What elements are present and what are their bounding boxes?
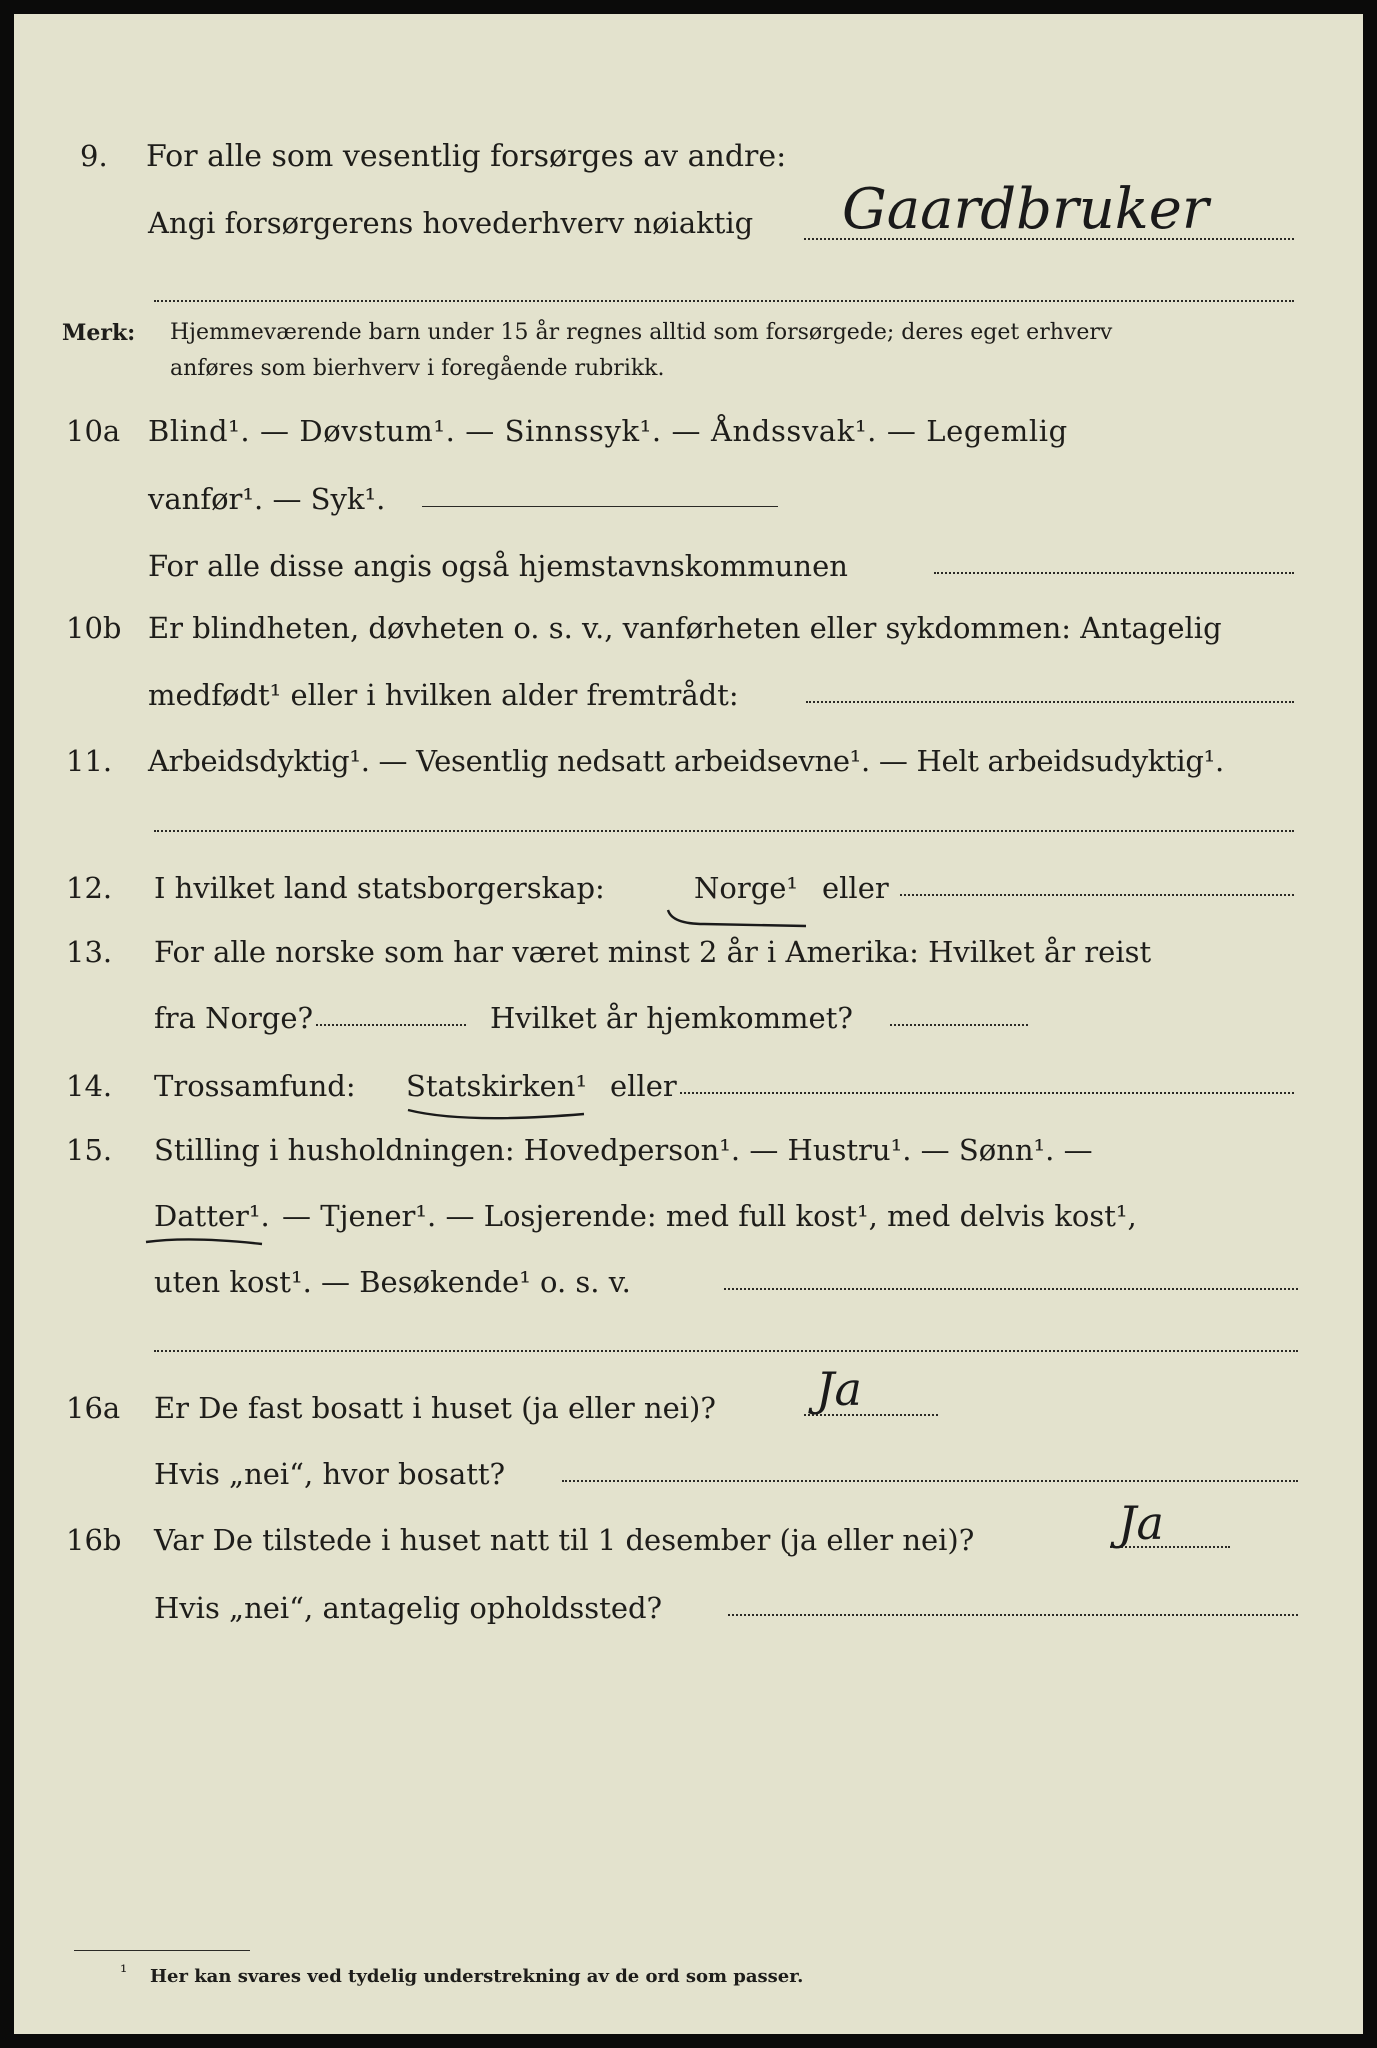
- q15-line3: uten kost¹. — Besøkende¹ o. s. v.: [154, 1265, 631, 1299]
- q15-line2a-datter: Datter¹.: [154, 1199, 270, 1233]
- q16a-bosatt-line: [562, 1480, 1298, 1482]
- q11-line1: Arbeidsdyktig¹. — Vesentlig nedsatt arbeidsevne¹. — Helt arbeidsudyktig¹.: [148, 744, 1224, 778]
- q15-line1: Stilling i husholdningen: Hovedperson¹. — Hustru¹. — Sønn¹. —: [154, 1133, 1093, 1167]
- q10a-syk-line: [422, 506, 778, 507]
- q14-choice-statskirken: Statskirken¹: [406, 1069, 588, 1103]
- q10a-line3: For alle disse angis også hjemstavnskommunen: [148, 549, 848, 583]
- q13-hjemkommet-line: [890, 1024, 1028, 1026]
- q16a-handwritten-answer: Ja: [816, 1362, 862, 1416]
- q16b-line2: Hvis „nei“, antagelig opholdssted?: [154, 1591, 663, 1625]
- q14-suffix: eller: [610, 1069, 677, 1103]
- q14-answer-line: [680, 1092, 1294, 1094]
- q9-handwritten-answer: Gaardbruker: [842, 177, 1209, 242]
- q11-number: 11.: [66, 744, 113, 778]
- q10b-line2: medfødt¹ eller i hvilken alder fremtrådt:: [148, 678, 739, 712]
- q10b-line1: Er blindheten, døvheten o. s. v., vanførheten eller sykdommen: Antagelig: [148, 611, 1222, 645]
- q16a-line2: Hvis „nei“, hvor bosatt?: [154, 1457, 506, 1491]
- q15-extra-line: [154, 1350, 1298, 1352]
- q16b-number: 16b: [66, 1523, 122, 1557]
- census-form-page: [14, 14, 1363, 2034]
- q14-prefix: Trossamfund:: [154, 1069, 356, 1103]
- q14-underline-mark: [404, 1100, 594, 1130]
- q10a-hjemstavn-line: [934, 572, 1294, 574]
- q12-answer-line: [900, 894, 1294, 896]
- q12-choice-norge: Norge¹: [694, 871, 799, 905]
- q10a-line2: vanfør¹. — Syk¹.: [148, 482, 386, 516]
- q10b-answer-line: [806, 701, 1294, 703]
- q16b-opholdssted-line: [728, 1614, 1298, 1616]
- q15-underline-mark: [140, 1230, 270, 1258]
- q10a-line1: Blind¹. — Døvstum¹. — Sinnssyk¹. — Åndssvak¹. — Legemlig: [148, 414, 1068, 448]
- q11-answer-line: [154, 830, 1294, 832]
- q12-underline-mark: [664, 904, 814, 934]
- q9-number: 9.: [80, 139, 108, 173]
- q12-number: 12.: [66, 871, 113, 905]
- q14-number: 14.: [66, 1069, 113, 1103]
- merk-line1: Hjemmeværende barn under 15 år regnes alltid som forsørgede; deres eget erhverv: [170, 320, 1113, 345]
- footnote-mark: ¹: [120, 1962, 128, 1983]
- q13-line2b: Hvilket år hjemkommet?: [490, 1001, 853, 1035]
- merk-label: Merk:: [62, 320, 136, 346]
- q16a-number: 16a: [66, 1391, 121, 1425]
- q15-number: 15.: [66, 1133, 113, 1167]
- q13-line2a: fra Norge?: [154, 1001, 314, 1035]
- footnote-rule: [74, 1950, 250, 1951]
- q15-line2b: — Tjener¹. — Losjerende: med full kost¹, med delvis kost¹,: [282, 1199, 1137, 1233]
- q13-reist-line: [316, 1024, 466, 1026]
- q13-line1: For alle norske som har været minst 2 år i Amerika: Hvilket år reist: [154, 935, 1152, 969]
- q9-extra-line: [154, 300, 1294, 302]
- q10b-number: 10b: [66, 611, 122, 645]
- q15-answer-line: [724, 1288, 1298, 1290]
- footnote-text: Her kan svares ved tydelig understrekning av de ord som passer.: [150, 1966, 804, 1987]
- q12-suffix: eller: [822, 871, 889, 905]
- q9-line2: Angi forsørgerens hovederhverv nøiaktig: [148, 206, 754, 240]
- q16b-handwritten-answer: Ja: [1118, 1496, 1164, 1550]
- q16b-line1: Var De tilstede i huset natt til 1 desember (ja eller nei)?: [154, 1523, 975, 1557]
- q13-number: 13.: [66, 935, 113, 969]
- q10a-number: 10a: [66, 414, 121, 448]
- q16a-line1: Er De fast bosatt i huset (ja eller nei)?: [154, 1391, 716, 1425]
- q9-line1: For alle som vesentlig forsørges av andre:: [146, 139, 787, 174]
- merk-line2: anføres som bierhverv i foregående rubrikk.: [170, 356, 665, 381]
- q12-prefix: I hvilket land statsborgerskap:: [154, 871, 605, 905]
